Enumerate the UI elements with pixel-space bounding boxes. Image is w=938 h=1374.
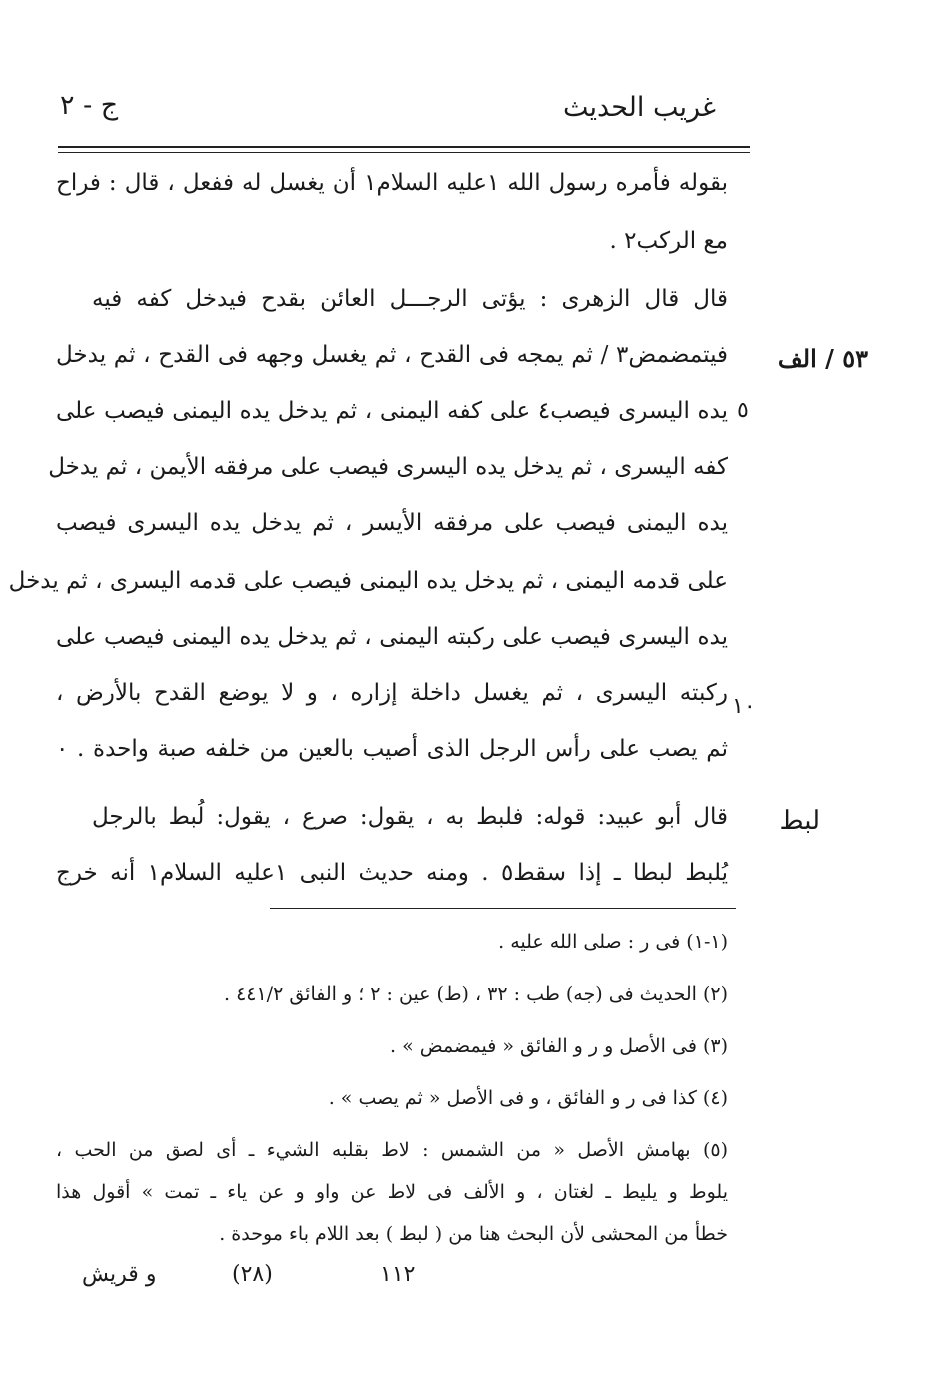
line-number-10: ١٠ (732, 694, 756, 719)
footnote-continuation: خطأ من المحشى لأن البحث هنا من ( لبط ) بعد اللام باء موحدة . (219, 1223, 728, 1245)
body-line: يده اليسرى فيصب على ركبته اليمنى ، ثم يدخل يده اليمنى فيصب على (56, 624, 728, 650)
footnote: (٢) الحديث فى (جه) طب : ٣٢ ، (ط) عين : ٢ ؛ و الفائق ٤٤١/٢ . (223, 983, 728, 1005)
body-line: على قدمه اليمنى ، ثم يدخل يده اليمنى فيصب على قدمه اليسرى ، ثم يدخل (8, 568, 728, 594)
entry-word: لبط (779, 806, 820, 836)
folio-marker: ٥٣ / الف (777, 344, 868, 373)
body-line: مع الركب٢ . (609, 228, 728, 254)
body-line: يده اليسرى فيصب٤ على كفه اليمنى ، ثم يدخل يده اليمنى فيصب على (56, 398, 728, 424)
header-rule-thick (58, 146, 750, 148)
body-line: يده اليمنى فيصب على مرفقه الأيسر ، ثم يدخل يده اليسرى فيصب (56, 510, 728, 536)
body-line: ركبته اليسرى ، ثم يغسل داخلة إزاره ، و لا يوضع القدح بالأرض ، (56, 680, 728, 706)
footnote: (١-١) فى ر : صلى الله عليه . (498, 931, 728, 953)
body-line: قال قال الزهرى : يؤتى الرجـــل العائن بقدح فيدخل كفه فيه (92, 286, 728, 312)
line-number-5: ٥ (737, 398, 749, 423)
header-rule-thin (58, 152, 750, 153)
body-line: فيتمضمض٣ / ثم يمجه فى القدح ، ثم يغسل وجهه فى القدح ، ثم يدخل (56, 342, 728, 368)
body-line: كفه اليسرى ، ثم يدخل يده اليسرى فيصب على مرفقه الأيمن ، ثم يدخل (48, 454, 728, 480)
body-line: يُلبط لبطا ـ إذا سقط٥ . ومنه حديث النبى ١عليه السلام١ أنه خرج (56, 860, 729, 886)
footnote: (٤) كذا فى ر و الفائق ، و فى الأصل « ثم يصب » . (328, 1087, 728, 1109)
body-line: ثم يصب على رأس الرجل الذى أصيب بالعين من خلفه صبة واحدة . ٠ (56, 736, 728, 762)
footnote-rule (270, 908, 736, 909)
volume-marker: ج - ٢ (60, 90, 119, 121)
footnote: (٥) بهامش الأصل « من الشمس : لاط بقلبه الشيء ـ أى لصق من الحب ، (56, 1139, 728, 1161)
page-number: ١١٢ (380, 1262, 416, 1287)
catchword: و قريش (82, 1262, 157, 1287)
footnote: (٣) فى الأصل و ر و الفائق « فيمضمض » . (390, 1035, 728, 1057)
footnote-continuation: يلوط و يليط ـ لغتان ، و الألف فى لاط عن واو و عن ياء ـ تمت » أقول هذا (56, 1181, 728, 1203)
body-line: بقوله فأمره رسول الله ١عليه السلام١ أن يغسل له ففعل ، قال : فراح (56, 170, 728, 196)
signature-mark: (٢٨) (232, 1262, 273, 1287)
running-title: غريب الحديث (563, 92, 716, 123)
body-line: قال أبو عبيد: قوله: فلبط به ، يقول: صرع ، يقول: لُبط بالرجل (92, 804, 728, 830)
